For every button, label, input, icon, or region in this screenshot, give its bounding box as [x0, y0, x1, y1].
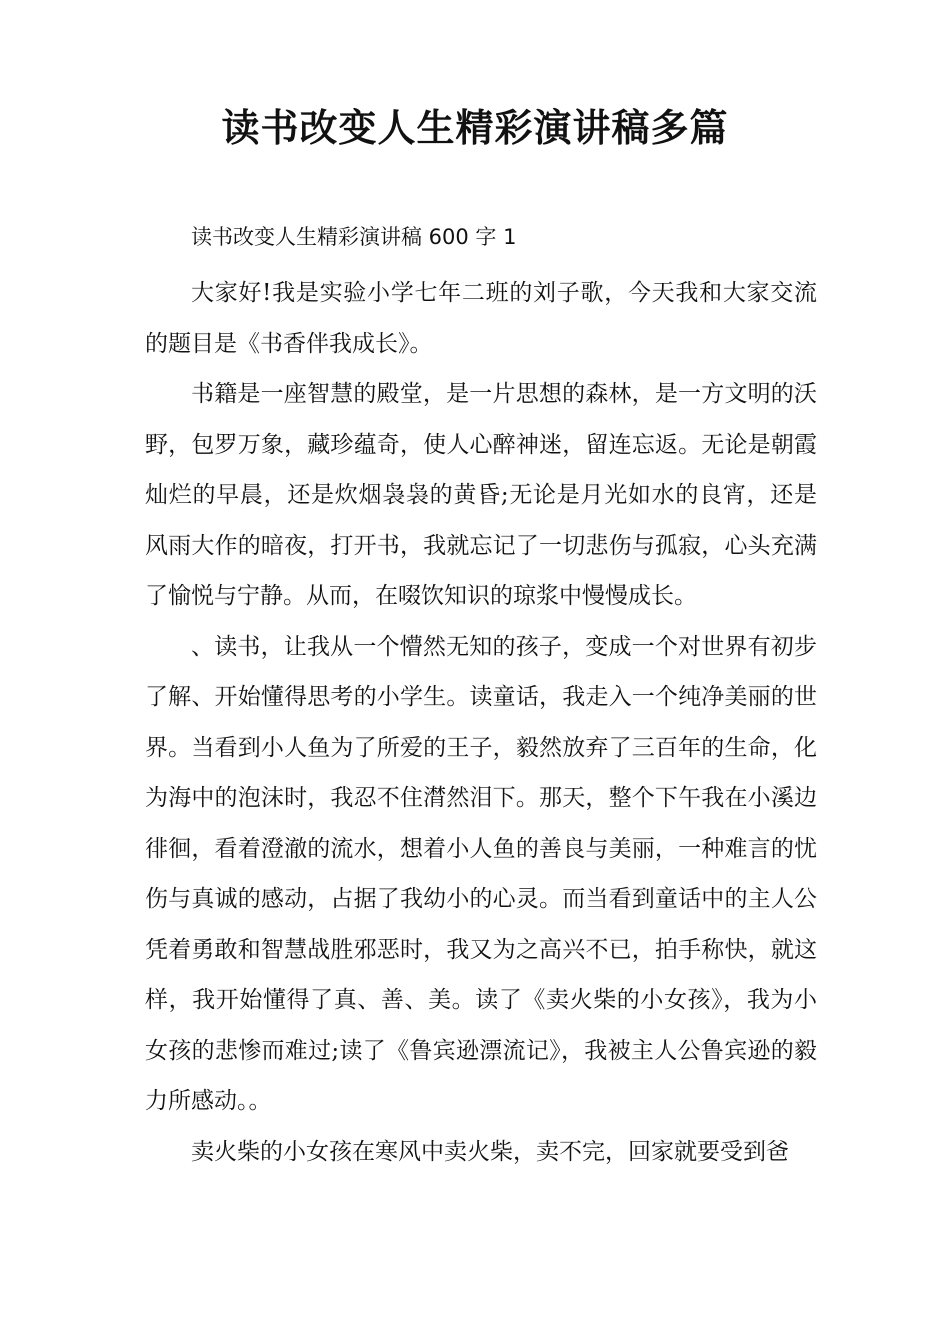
paragraph-books-palace: 书籍是一座智慧的殿堂，是一片思想的森林，是一方文明的沃野，包罗万象，藏珍蕴奇，使人心醉神迷，留连忘返。无论是朝霞灿烂的早晨，还是炊烟袅袅的黄昏;无论是月光如水的良宵，还是风雨大作的暗夜，打开书，我就忘记了一切悲伤与孤寂，心头充满了愉悦与宁静。从而，在啜饮知识的琼浆中慢慢成长。 — [145, 381, 817, 609]
document-title: 读书改变人生精彩演讲稿多篇 — [221, 106, 729, 150]
paragraph-match-girl: 卖火柴的小女孩在寒风中卖火柴，卖不完，回家就要受到爸 — [191, 1138, 789, 1165]
section-heading: 读书改变人生精彩演讲稿 600 字 1 — [191, 225, 517, 249]
paragraph-greeting: 大家好!我是实验小学七年二班的刘子歌，今天我和大家交流的题目是《书香伴我成长》。 — [145, 280, 817, 357]
paragraph-reading-growth: 、读书，让我从一个懵然无知的孩子，变成一个对世界有初步了解、开始懂得思考的小学生。读童话，我走入一个纯净美丽的世界。当看到小人鱼为了所爱的王子，毅然放弃了三百年的生命，化为海中的泡沫时，我忍不住潸然泪下。那天，整个下午我在小溪边徘徊，看着澄澈的流水，想着小人鱼的善良与美丽，一种难言的忧伤与真诚的感动，占据了我幼小的心灵。而当看到童话中的主人公凭着勇敢和智慧战胜邪恶时，我又为之高兴不已，拍手称快，就这样，我开始懂得了真、善、美。读了《卖火柴的小女孩》，我为小女孩的悲惨而难过;读了《鲁宾逊漂流记》，我被主人公鲁宾逊的毅力所感动。。 — [145, 633, 817, 1114]
document-body — [145, 212, 817, 1177]
